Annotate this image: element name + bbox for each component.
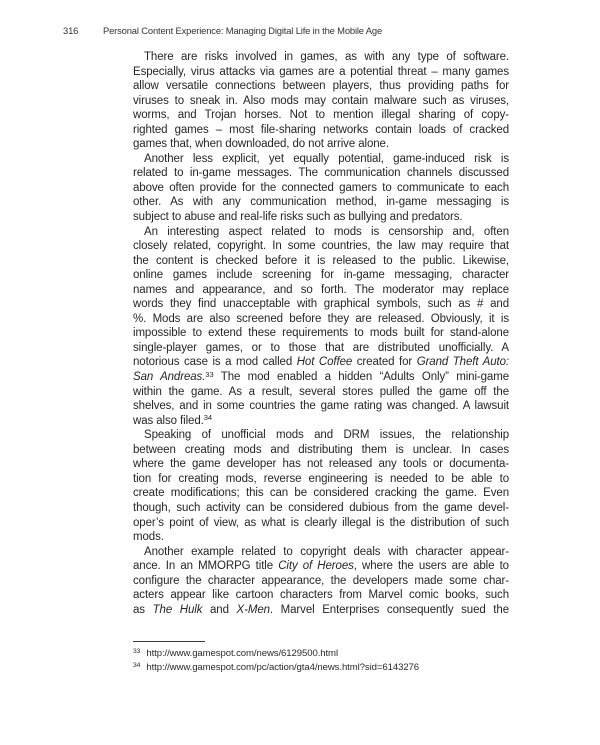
text-line: create modifications; this can be considered cracking the game. Even [133,487,509,500]
footnote-reference: 34 [203,413,213,423]
paragraph [133,225,509,429]
text-line: within the game. As a result, several stores pulled the game off the [133,385,509,398]
text-line: configure the character appearance, the developers made some char- [133,574,509,587]
paragraph [133,152,509,225]
paragraph [133,545,509,618]
text-line: the content is checked before it is released to the public. Likewise, [133,254,509,267]
page-number: 316 [63,25,79,36]
text-line: though, such activity can be considered dubious from the game devel- [133,501,509,514]
text-line: subject to abuse and real-life risks such as bullying and predators. [133,211,463,224]
text-line: Speaking of unofficial mods and DRM issues, the relationship [144,429,509,442]
text-line: names and appearance, and so forth. The moderator may replace [133,283,509,296]
running-title: Personal Content Experience: Managing Digital Life in the Mobile Age [103,25,383,36]
text-line: impossible to extend these requirements to mods built for stand-alone [133,327,509,340]
body-text [133,50,509,617]
footnote-marker: 33 [133,648,141,656]
text-line: as The Hulk and X-Men. Marvel Enterprises consequently sued the [133,603,509,616]
footnote-item [133,662,513,676]
text-line: mods. [133,531,164,544]
text-line: San Andreas.$^{33}$ The mod enabled a hidden “Adults Only” mini-game [133,369,509,384]
text-line: righted games – most file-sharing networks contain loads of cracked [133,123,509,136]
footnote-reference: 33 [205,369,214,379]
text-line: single-player games, or to those that are distributed unofficially. A [133,341,509,354]
text-line: words they find unacceptable with graphical symbols, such as # and [133,298,509,311]
text-line: above often provide for the connected gamers to communicate to each [133,181,509,194]
text-line: ance. In an MMORPG title City of Heroes, where the users are able to [133,560,509,573]
text-line: acters appear like cartoon characters from Marvel comic books, such [133,589,509,602]
text-line: There are risks involved in games, as with any type of software. [144,51,509,63]
footnote-item [133,648,513,662]
text-line: games that, when downloaded, do not arrive alone. [133,138,389,151]
footnote-url: http://www.gamespot.com/pc/action/gta4/news.html?sid=6143276 [146,661,420,673]
text-line: worms, and Trojan horses. Not to mention illegal sharing of copy- [133,109,509,122]
footnote-rule [133,641,205,642]
text-line: Another less explicit, yet equally potential, game-induced risk is [144,152,509,165]
text-line: notorious case is a mod called Hot Coffee created for Grand Theft Auto: [133,356,509,369]
text-line: tion for creating mods, reverse engineering is needed to be able to [133,472,509,485]
text-line: An interesting aspect related to mods is censorship and, often [144,225,509,238]
footnote-marker: 34 [133,661,141,669]
text-line: online games include screening for in-game messaging, character [133,269,509,282]
text-line: allow versatile connections between players, thus providing paths for [133,80,509,93]
text-line: between creating mods and distributing them is unclear. In cases [133,443,509,456]
text-line: %. Mods are also screened before they are released. Obviously, it is [133,312,509,325]
text-line: was also filed.$^{34}$ [133,413,213,427]
text-line: Especially, virus attacks via games are a potential threat – many games [133,65,509,78]
text-line: viruses to sneak in. Also mods may contain malware such as viruses, [133,94,509,107]
footnote-section [133,641,513,675]
text-line: shelves, and in some countries the game rating was changed. A lawsuit [133,400,509,413]
text-line: oper’s point of view, as what is clearly illegal is the distribution of such [133,516,509,529]
text-line: where the game developer has not released any tools or documenta- [133,458,509,471]
footnote-list [133,648,513,675]
text-line: Another example related to copyright deals with character appear- [144,545,509,558]
paragraph [133,50,509,152]
text-line: closely related, copyright. In some countries, the law may require that [133,240,509,253]
paragraph [133,428,509,544]
text-line: related to in-game messages. The communication channels discussed [133,167,509,180]
text-line: other. As with any communication method, in-game messaging is [133,196,509,209]
footnote-url: http://www.gamespot.com/news/6129500.html [146,648,338,659]
